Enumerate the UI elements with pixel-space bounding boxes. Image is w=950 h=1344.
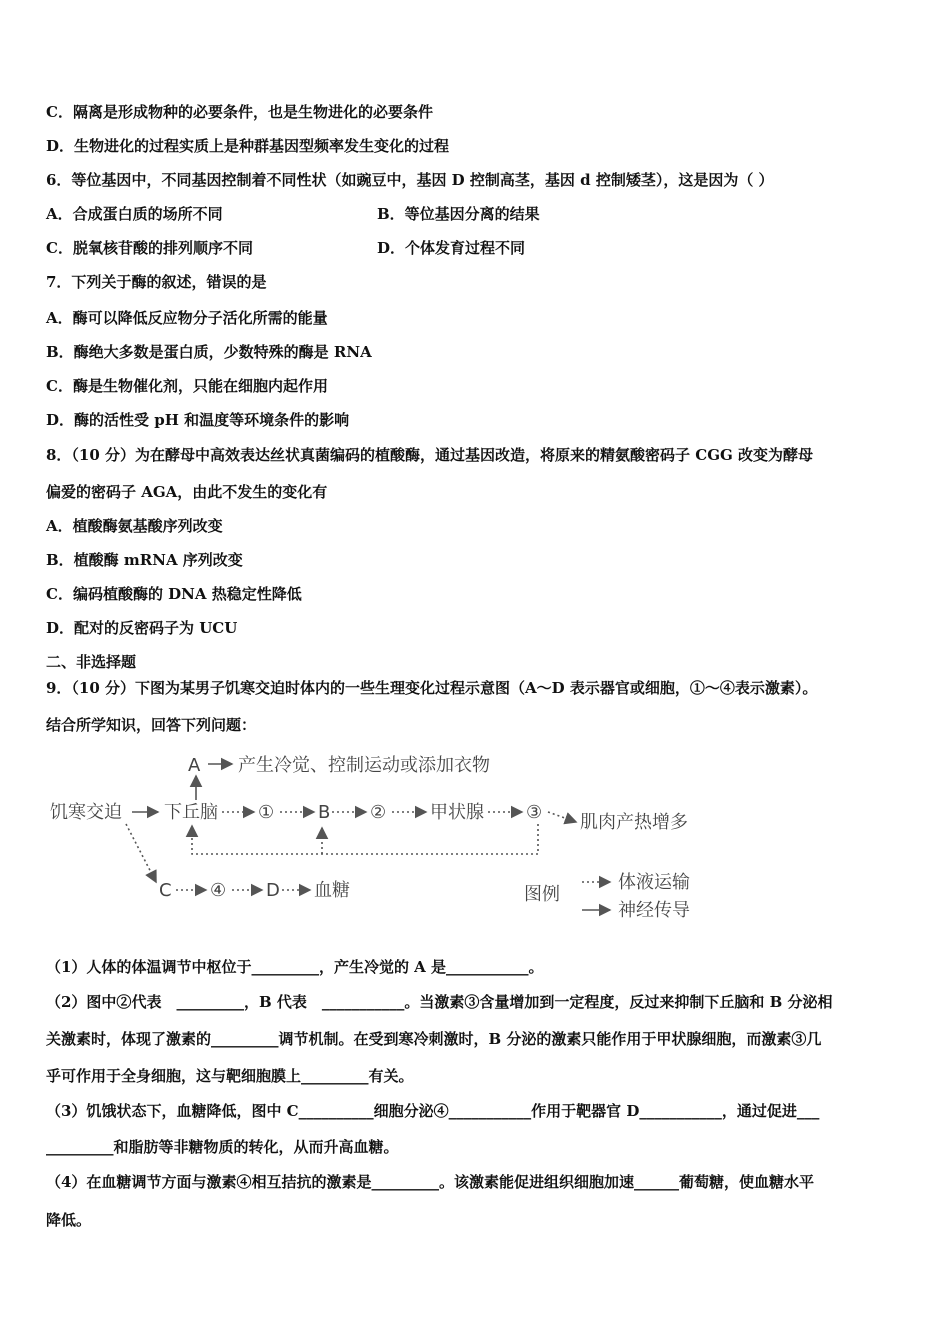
- diagram-a-label: A: [188, 755, 201, 776]
- q7-option-b: B．酶绝大多数是蛋白质，少数特殊的酶是 RNA: [46, 343, 372, 361]
- diagram-hormone-1: ①: [258, 802, 275, 823]
- q5-option-d: D．生物进化的过程实质上是种群基因型频率发生变化的过程: [46, 137, 450, 155]
- q8-option-b: B．植酸酶 mRNA 序列改变: [46, 551, 243, 569]
- q6-stem: 6．等位基因中，不同基因控制着不同性状（如豌豆中，基因 D 控制高茎，基因 d 控制矮茎），这是因为（ ）: [46, 171, 774, 189]
- arrow-start-to-c: [126, 824, 156, 882]
- q8-option-c: C．编码植酸酶的 DNA 热稳定性降低: [46, 585, 302, 603]
- q9-part4-line1: （4）在血糖调节方面与激素④相互拮抗的激素是_________。该激素能促进组织细胞加速______葡萄糖，使血糖水平: [46, 1173, 814, 1191]
- q9-part2-line2: 关激素时，体现了激素的_________调节机制。在受到寒冷刺激时，B 分泌的激素只能作用于甲状腺细胞，而激素③几: [46, 1030, 822, 1048]
- q6-option-a: A．合成蛋白质的场所不同: [46, 205, 223, 223]
- diagram-hormone-4: ④: [210, 880, 227, 901]
- q8-stem-line1: 8．（10 分）为在酵母中高效表达丝状真菌编码的植酸酶，通过基因改造，将原来的精氨酸密码子 CGG 改变为酵母: [46, 446, 814, 464]
- q8-option-d: D．配对的反密码子为 UCU: [46, 619, 238, 637]
- q6-option-c: C．脱氧核苷酸的排列顺序不同: [46, 239, 253, 257]
- q6-option-b: B．等位基因分离的结果: [377, 205, 540, 223]
- diagram-legend-title: 图例: [524, 884, 560, 905]
- q7-option-a: A．酶可以降低反应物分子活化所需的能量: [46, 309, 328, 327]
- q9-part4-line2: 降低。: [46, 1211, 92, 1229]
- diagram-d-label: D: [266, 880, 280, 901]
- diagram-legend-nerve: 神经传导: [618, 900, 690, 921]
- q9-part2-line3: 乎可作用于全身细胞，这与靶细胞膜上_________有关。: [46, 1067, 414, 1085]
- diagram-b-label: B: [318, 802, 331, 823]
- q7-stem: 7．下列关于酶的叙述，错误的是: [46, 273, 267, 291]
- q7-option-d: D．酶的活性受 pH 和温度等环境条件的影响: [46, 411, 350, 429]
- diagram-blood-sugar: 血糖: [314, 880, 350, 901]
- diagram-hormone-3: ③: [526, 802, 543, 823]
- q9-part3-line1: （3）饥饿状态下，血糖降低，图中 C__________细胞分泌④___________作用于靶器官 D___________，通过促进___: [46, 1102, 820, 1120]
- q8-stem-line2: 偏爱的密码子 AGA，由此不发生的变化有: [46, 483, 328, 501]
- diagram-hormone-2: ②: [370, 802, 387, 823]
- diagram-start: 饥寒交迫: [50, 802, 122, 823]
- diagram-thyroid: 甲状腺: [430, 802, 484, 823]
- diagram-c-label: C: [159, 880, 172, 901]
- diagram-a-text: 产生冷觉、控制运动或添加衣物: [238, 755, 490, 776]
- diagram-legend-fluid: 体液运输: [618, 872, 690, 893]
- q7-option-c: C．酶是生物催化剂，只能在细胞内起作用: [46, 377, 328, 395]
- q9-part2-line1: （2）图中②代表 _________，B 代表 ___________。当激素③含量增加到一定程度，反过来抑制下丘脑和 B 分泌相: [46, 993, 833, 1011]
- q9-part3-line2: _________和脂肪等非糖物质的转化，从而升高血糖。: [46, 1138, 399, 1156]
- q8-option-a: A．植酸酶氨基酸序列改变: [46, 517, 223, 535]
- q9-stem-line2: 结合所学知识，回答下列问题：: [46, 716, 257, 734]
- q5-option-c: C．隔离是形成物种的必要条件，也是生物进化的必要条件: [46, 103, 433, 121]
- arrow-h3-to-muscle: [548, 812, 576, 822]
- section-heading: 二、非选择题: [46, 653, 137, 671]
- feedback-path: [192, 824, 538, 854]
- q6-option-d: D．个体发育过程不同: [377, 239, 526, 257]
- diagram-muscle: 肌肉产热增多: [580, 812, 688, 833]
- q9-stem-line1: 9．（10 分）下图为某男子饥寒交迫时体内的一些生理变化过程示意图（A～D 表示器官或细胞，①～④表示激素）。: [46, 679, 818, 697]
- physiology-diagram: [46, 748, 726, 933]
- diagram-hypothalamus: 下丘脑: [164, 802, 218, 823]
- q9-part1: （1）人体的体温调节中枢位于_________，产生冷觉的 A 是___________。: [46, 958, 544, 976]
